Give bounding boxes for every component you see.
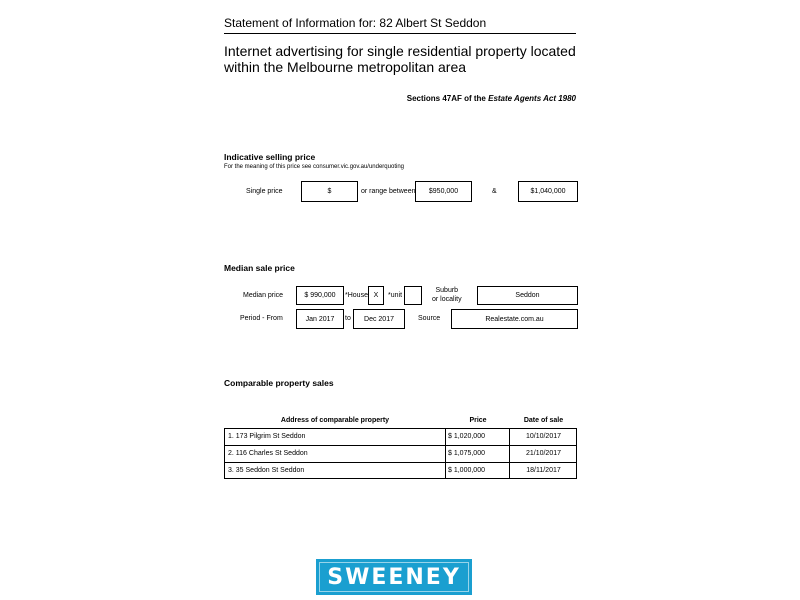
period-to-field: Dec 2017 (353, 309, 405, 329)
comparable-heading: Comparable property sales (224, 378, 334, 388)
document-title-line2: within the Melbourne metropolitan area (224, 59, 467, 75)
source-label: Source (418, 315, 441, 322)
row-price: $ 1,075,000 (446, 445, 510, 462)
suburb-label-line1: Suburb (435, 287, 459, 294)
house-checkbox: X (368, 286, 384, 305)
range-and-symbol: & (492, 188, 497, 195)
col-header-price: Price (469, 417, 487, 424)
table-row (224, 428, 577, 445)
source-field: Realestate.com.au (451, 309, 578, 329)
unit-checkbox (404, 286, 422, 305)
median-heading: Median sale price (224, 263, 295, 273)
sections-prefix: Sections 47AF of the (406, 94, 489, 103)
table-row (224, 462, 577, 479)
indicative-heading: Indicative selling price (224, 152, 316, 162)
row-price: $ 1,020,000 (446, 428, 510, 445)
sections-act: Estate Agents Act 1980 (488, 94, 576, 103)
suburb-label-line2: or locality (432, 296, 462, 303)
document-title-line1: Internet advertising for single residential property located (224, 43, 576, 59)
period-label: Period - From (240, 315, 283, 322)
range-high-field: $1,040,000 (518, 181, 578, 202)
sweeney-logo-text: SWEENEY (327, 564, 461, 590)
col-header-date: Date of sale (523, 417, 564, 424)
unit-label: *unit (388, 292, 403, 299)
header-rule (224, 33, 576, 34)
row-address: 1. 173 Pilgrim St Seddon (224, 428, 446, 445)
range-label: or range between (361, 188, 416, 195)
row-date: 10/10/2017 (525, 433, 562, 440)
row-price: $ 1,000,000 (446, 462, 510, 479)
house-label: *House (345, 292, 368, 299)
document-title (224, 43, 576, 75)
period-to-label: to (345, 315, 351, 322)
table-row (224, 445, 577, 462)
sections-reference (407, 94, 576, 103)
statement-title: Statement of Information for: 82 Albert St Seddon (224, 16, 487, 30)
period-from-field: Jan 2017 (296, 309, 344, 329)
median-price-field: $ 990,000 (296, 286, 344, 305)
col-header-address: Address of comparable property (280, 417, 390, 424)
median-price-label: Median price (243, 292, 284, 299)
range-low-field: $950,000 (415, 181, 472, 202)
underquoting-note: For the meaning of this price see consumer.vic.gov.au/underquoting (224, 164, 404, 170)
suburb-label (432, 286, 462, 304)
single-price-label: Single price (246, 188, 283, 195)
single-price-field: $ (301, 181, 358, 202)
suburb-field: Seddon (477, 286, 578, 305)
row-address: 3. 35 Seddon St Seddon (224, 462, 446, 479)
row-date: 21/10/2017 (525, 450, 562, 457)
row-address: 2. 116 Charles St Seddon (224, 445, 446, 462)
row-date: 18/11/2017 (526, 467, 561, 474)
sweeney-logo (316, 559, 472, 595)
